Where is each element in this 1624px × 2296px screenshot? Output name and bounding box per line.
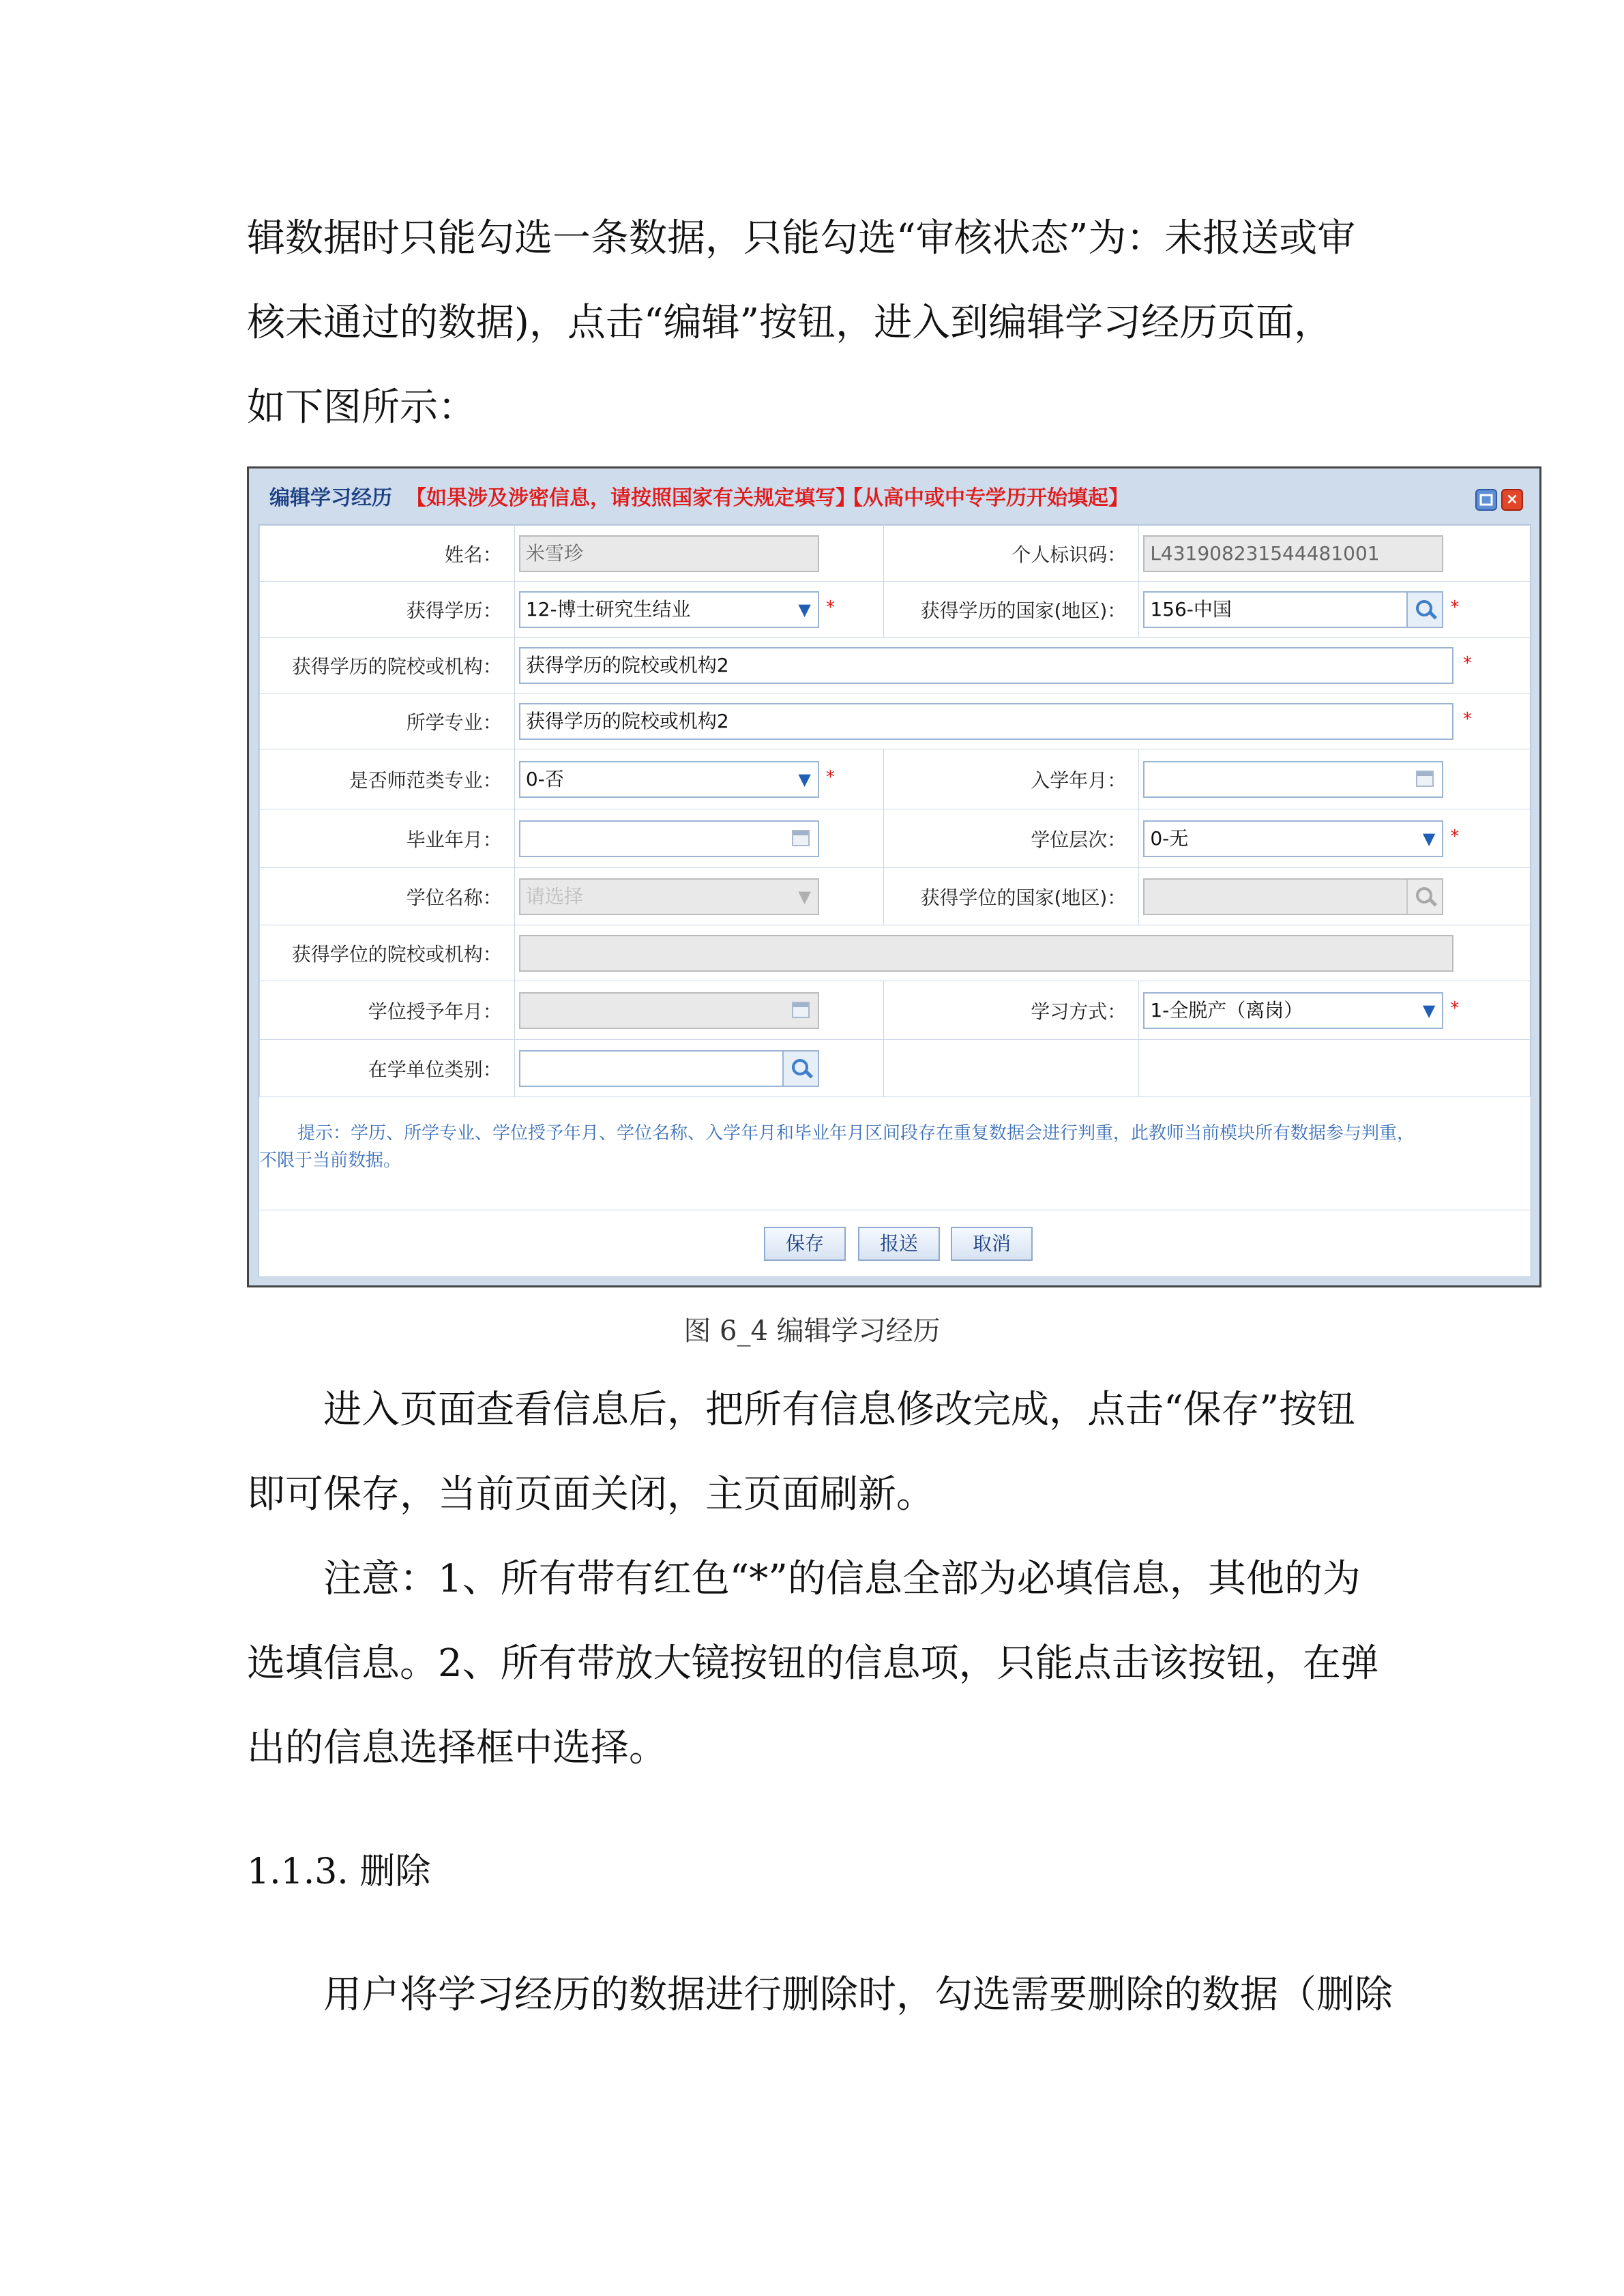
dialog-warning-secret: 【如果涉及涉密信息，请按照国家有关规定填写】 xyxy=(406,486,856,510)
degree-level-value: 0-无 xyxy=(1150,826,1189,850)
section-heading: 1.1.3. 删除 xyxy=(247,1851,431,1892)
degree-grant-field xyxy=(519,992,819,1029)
chevron-down-icon[interactable]: ▼ xyxy=(798,599,811,619)
dialog-tip xyxy=(259,1120,1531,1174)
school-label: 获得学历的院校或机构： xyxy=(260,638,515,694)
degree-name-select xyxy=(519,878,819,915)
study-mode-select[interactable] xyxy=(1143,992,1443,1029)
dialog-title: 编辑学习经历 xyxy=(269,486,392,510)
enroll-date-label: 入学年月： xyxy=(884,749,1139,809)
chevron-down-icon[interactable]: ▼ xyxy=(798,769,811,789)
unit-type-field[interactable] xyxy=(519,1050,819,1087)
magnifier-icon[interactable] xyxy=(782,1052,818,1086)
degree-value: 12-博士研究生结业 xyxy=(525,597,691,621)
degree-level-label: 学位层次： xyxy=(884,809,1139,868)
degree-school-label: 获得学位的院校或机构： xyxy=(260,925,515,981)
magnifier-icon[interactable] xyxy=(1406,593,1442,627)
degree-country-label: 获得学位的国家(地区)： xyxy=(884,868,1139,925)
calendar-icon[interactable] xyxy=(1416,771,1434,787)
required-mark: * xyxy=(825,766,835,788)
enroll-date-field[interactable] xyxy=(1143,761,1443,798)
chevron-down-icon: ▼ xyxy=(798,886,811,906)
grad-date-label: 毕业年月： xyxy=(260,809,515,868)
country-field[interactable] xyxy=(1143,591,1443,628)
normal-major-select[interactable] xyxy=(519,761,819,798)
body-line-2: 即可保存，当前页面关闭，主页面刷新。 xyxy=(247,1472,934,1517)
chevron-down-icon[interactable]: ▼ xyxy=(1422,829,1436,848)
normal-major-value: 0-否 xyxy=(525,767,564,790)
country-label: 获得学历的国家(地区)： xyxy=(884,582,1139,638)
required-mark: * xyxy=(1450,998,1460,1019)
magnifier-icon xyxy=(1406,880,1442,914)
intro-line-1: 辑数据时只能勾选一条数据，只能勾选“审核状态”为：未报送或审 xyxy=(247,216,1356,260)
degree-school-field xyxy=(519,935,1453,972)
required-mark: * xyxy=(1450,826,1460,847)
chevron-down-icon[interactable]: ▼ xyxy=(1422,1000,1436,1020)
name-label: 姓名： xyxy=(260,526,515,582)
degree-name-placeholder: 请选择 xyxy=(525,884,583,908)
intro-line-3: 如下图所示： xyxy=(247,385,476,430)
closing-line: 用户将学习经历的数据进行删除时，勾选需要删除的数据（删除 xyxy=(323,1973,1393,2017)
degree-label: 获得学历： xyxy=(260,582,515,638)
grad-date-field[interactable] xyxy=(519,820,819,857)
dialog-form xyxy=(259,524,1531,1277)
degree-level-select[interactable] xyxy=(1143,820,1443,857)
calendar-icon[interactable] xyxy=(792,830,810,846)
major-label: 所学专业： xyxy=(260,694,515,749)
degree-grant-label: 学位授予年月： xyxy=(260,981,515,1040)
intro-line-2: 核未通过的数据)，点击“编辑”按钮，进入到编辑学习经历页面， xyxy=(247,301,1333,345)
required-mark: * xyxy=(825,597,835,618)
degree-country-field xyxy=(1143,878,1443,915)
body-line-3: 注意：1、所有带有红色“*”的信息全部为必填信息，其他的为 xyxy=(323,1557,1361,1601)
id-label: 个人标识码： xyxy=(884,526,1139,582)
calendar-icon xyxy=(792,1002,810,1018)
body-line-1: 进入页面查看信息后，把所有信息修改完成，点击“保存”按钮 xyxy=(323,1388,1356,1432)
required-mark: * xyxy=(1462,653,1472,674)
id-field: L431908231544481001 xyxy=(1143,535,1443,572)
edit-education-dialog xyxy=(247,466,1541,1287)
major-field[interactable]: 获得学历的院校或机构2 xyxy=(519,703,1453,740)
school-field[interactable]: 获得学历的院校或机构2 xyxy=(519,647,1453,684)
degree-name-label: 学位名称： xyxy=(260,868,515,925)
study-mode-label: 学习方式： xyxy=(884,981,1139,1040)
save-button[interactable]: 保存 xyxy=(764,1227,846,1261)
figure-caption: 图 6_4 编辑学习经历 xyxy=(683,1315,941,1347)
degree-select[interactable] xyxy=(519,591,819,628)
dialog-header xyxy=(249,468,1539,523)
form-grid xyxy=(259,525,1531,1097)
close-icon[interactable]: × xyxy=(1501,489,1523,511)
study-mode-value: 1-全脱产（离岗） xyxy=(1150,998,1303,1022)
cancel-button[interactable]: 取消 xyxy=(951,1227,1033,1261)
tip-line-2: 不限于当前数据。 xyxy=(259,1150,402,1171)
body-line-4: 选填信息。2、所有带放大镜按钮的信息项，只能点击该按钮，在弹 xyxy=(247,1641,1379,1686)
required-mark: * xyxy=(1462,709,1472,730)
body-line-5: 出的信息选择框中选择。 xyxy=(247,1726,667,1770)
normal-major-label: 是否师范类专业： xyxy=(260,749,515,809)
tip-line-1: 提示：学历、所学专业、学位授予年月、学位名称、入学年月和毕业年月区间段存在重复数据会进行判重，此教师当前模块所有数据参与判重， xyxy=(297,1123,1415,1144)
dialog-warning-start: 【从高中或中专学历开始填起】 xyxy=(842,486,1129,510)
submit-button[interactable]: 报送 xyxy=(858,1227,940,1261)
name-field: 米雪珍 xyxy=(519,535,819,572)
required-mark: * xyxy=(1450,597,1460,618)
dialog-button-bar xyxy=(259,1210,1531,1277)
unit-type-label: 在学单位类别： xyxy=(260,1040,515,1097)
country-value: 156-中国 xyxy=(1150,597,1232,621)
minimize-icon[interactable] xyxy=(1475,489,1497,511)
